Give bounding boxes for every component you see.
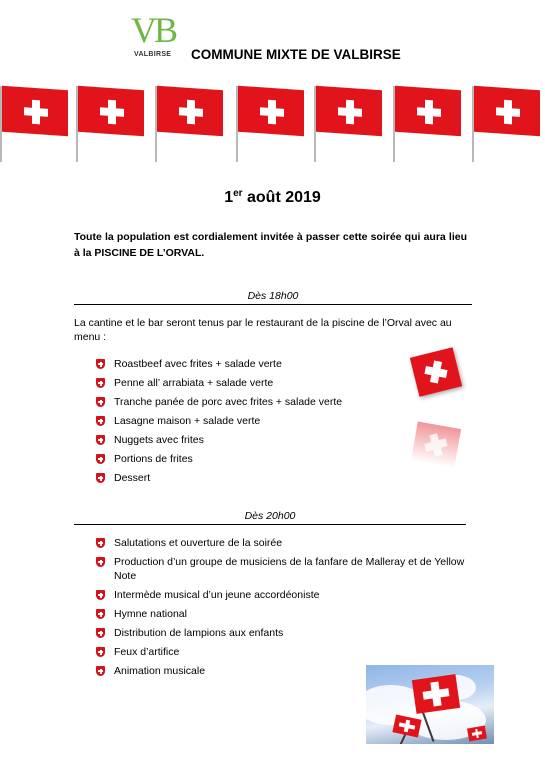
- swiss-flag-icon: [472, 86, 540, 166]
- swiss-emblem-reflection-icon: [411, 421, 461, 468]
- swiss-shield-icon: [96, 473, 105, 482]
- swiss-flag-icon: [393, 86, 461, 166]
- swiss-shield-icon: [96, 590, 105, 599]
- list-item: Intermède musical d’un jeune accordéoniste: [96, 588, 484, 602]
- list-item: Salutations et ouverture de la soirée: [96, 536, 484, 550]
- list-item: Lasagne maison + salade verte: [96, 414, 342, 428]
- swiss-flag-icon: [0, 86, 68, 166]
- section-heading-18h: Dès 18h00: [74, 290, 472, 305]
- flag-waving-photo: [366, 665, 494, 744]
- section-heading-20h: Dès 20h00: [74, 510, 466, 525]
- event-day: 1: [224, 189, 234, 206]
- menu-intro-paragraph: La cantine et le bar seront tenus par le restaurant de la piscine de l’Orval avec au menu :: [74, 317, 452, 343]
- swiss-shield-icon: [96, 538, 105, 547]
- list-item: Penne all’ arrabiata + salade verte: [96, 376, 342, 390]
- swiss-shield-icon: [96, 628, 105, 637]
- list-item: Hymne national: [96, 607, 484, 621]
- swiss-shield-icon: [96, 609, 105, 618]
- event-day-suffix: er: [233, 188, 243, 199]
- event-month-year: août 2019: [242, 189, 321, 206]
- commune-title: COMMUNE MIXTE DE VALBIRSE: [191, 47, 401, 62]
- list-item: Nuggets avec frites: [96, 433, 342, 447]
- menu-list: [96, 357, 342, 490]
- swiss-shield-icon: [96, 647, 105, 656]
- swiss-shield-icon: [96, 359, 105, 368]
- list-item: Tranche panée de porc avec frites + salade verte: [96, 395, 342, 409]
- swiss-shield-icon: [96, 454, 105, 463]
- list-item: Animation musicale: [96, 664, 484, 678]
- swiss-shield-icon: [96, 416, 105, 425]
- swiss-shield-icon: [96, 666, 105, 675]
- list-item: Dessert: [96, 471, 342, 485]
- swiss-flag-icon: [76, 86, 144, 166]
- event-date: [0, 188, 545, 207]
- list-item: Production d’un groupe de musiciens de la fanfare de Malleray et de Yellow Note: [96, 555, 484, 583]
- list-item: Roastbeef avec frites + salade verte: [96, 357, 342, 371]
- swiss-emblem-icon: [410, 347, 462, 396]
- swiss-flag-banner: [0, 86, 545, 166]
- swiss-shield-icon: [96, 397, 105, 406]
- valbirse-logo: [131, 12, 187, 62]
- list-item: Feux d’artifice: [96, 645, 484, 659]
- list-item: Portions de frites: [96, 452, 342, 466]
- logo-mark: VB: [131, 10, 176, 50]
- program-list: [96, 536, 484, 683]
- swiss-flag-icon: [155, 86, 223, 166]
- swiss-shield-icon: [96, 435, 105, 444]
- swiss-shield-icon: [96, 557, 105, 566]
- swiss-shield-icon: [96, 378, 105, 387]
- swiss-flag-icon: [236, 86, 304, 166]
- swiss-flag-icon: [314, 86, 382, 166]
- intro-text: Toute la population est cordialement invitée à passer cette soirée qui aura lieu à la PISCINE DE L’ORVAL.: [74, 231, 467, 259]
- logo-subtitle: VALBIRSE: [134, 51, 172, 58]
- list-item: Distribution de lampions aux enfants: [96, 626, 484, 640]
